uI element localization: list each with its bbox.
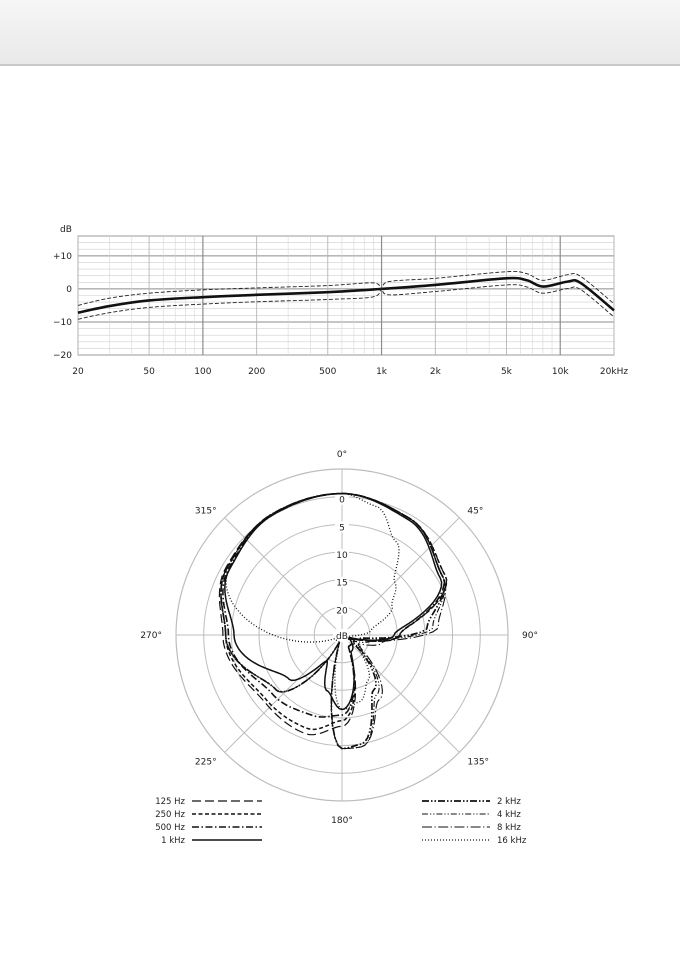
x-tick-label: 50	[143, 367, 155, 377]
legend-label: 16 kHz	[497, 836, 527, 846]
legend-label: 4 kHz	[497, 810, 521, 820]
legend-label: 250 Hz	[155, 810, 185, 820]
y-tick-label: −20	[53, 351, 72, 361]
x-tick-label: 10k	[551, 367, 569, 377]
y-tick-label: +10	[53, 251, 72, 262]
x-tick-label: 2k	[429, 367, 441, 377]
polar-series-dotted	[226, 494, 399, 710]
legend-label: 125 Hz	[155, 797, 185, 807]
polar-radial-label: 0	[339, 495, 345, 506]
x-tick-label: 500	[319, 367, 337, 377]
polar-radial-label: 10	[336, 551, 348, 561]
x-tick-label: 20	[72, 367, 84, 377]
y-tick-label: −10	[53, 317, 72, 328]
x-tick-label: 1k	[376, 367, 388, 377]
legend-label: 8 kHz	[497, 823, 521, 833]
polar-angle-label: 135°	[467, 757, 490, 768]
polar-radial-label: 15	[336, 578, 348, 589]
legend-label: 2 kHz	[497, 797, 521, 807]
legend-label: 500 Hz	[155, 823, 185, 833]
legend-label: 1 kHz	[161, 836, 185, 846]
x-tick-label: 5k	[500, 367, 512, 377]
polar-angle-label: 225°	[194, 757, 217, 768]
y-tick-label: 0	[66, 284, 72, 295]
x-tick-label: 20kHz	[599, 367, 629, 377]
polar-angle-label: 0°	[336, 450, 348, 460]
polar-radial-label: 20	[336, 606, 348, 617]
polar-angle-label: 45°	[467, 506, 484, 517]
x-tick-label: 100	[194, 367, 212, 377]
polar-angle-label: 270°	[140, 631, 162, 641]
x-tick-label: 200	[248, 367, 266, 377]
polar-spoke	[342, 635, 459, 752]
polar-angle-label: 315°	[194, 506, 217, 517]
polar-spoke	[225, 518, 342, 635]
polar-radial-label: dB	[336, 632, 348, 642]
polar-radial-label: 5	[339, 523, 345, 534]
polar-angle-label: 90°	[522, 631, 538, 641]
polar-angle-label: 180°	[331, 816, 353, 826]
y-axis-title: dB	[60, 225, 72, 235]
